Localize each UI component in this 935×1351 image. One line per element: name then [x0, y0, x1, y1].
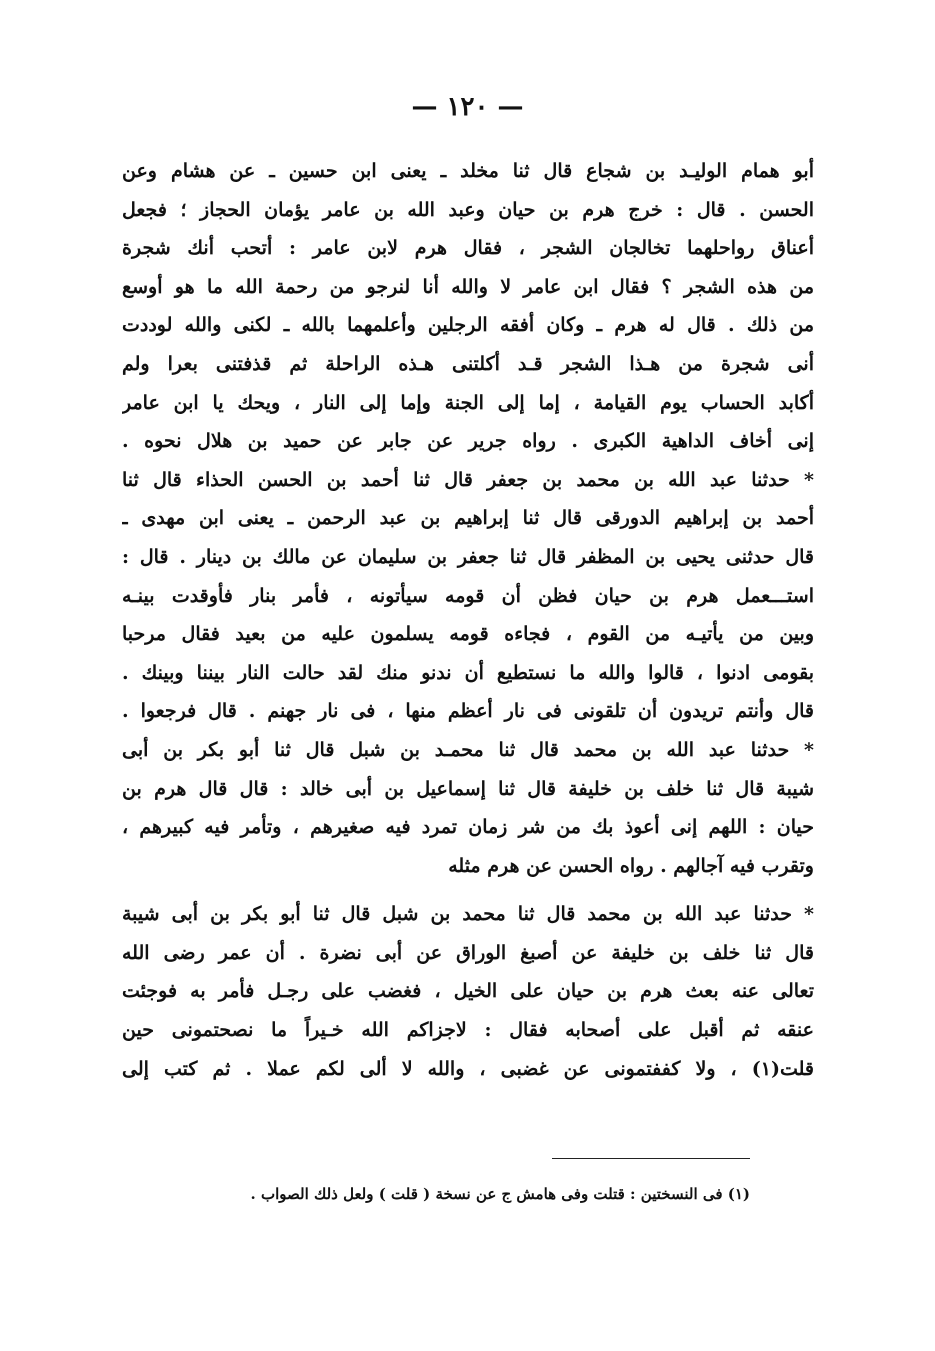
- text-line: إنى أخاف الداهية الكبرى . رواه جرير عن جابر عن حميد بن هلال نحوه .: [122, 430, 814, 453]
- text-line: من هذه الشجر ؟ فقال ابن عامر لا والله أنا لنرجو من رحمة الله ما هو أوسع: [122, 275, 814, 298]
- text-line: أكابد الحساب يوم القيامة ، إما إلى الجنة وإما إلى النار ، ويحك يا ابن عامر: [122, 391, 814, 414]
- text-line: وتقرب فيه آجالهم . رواه الحسن عن هرم مثله: [448, 854, 814, 877]
- text-line: أحمد بن إبراهيم الدورقى قال ثنا إبراهيم بن عبد الرحمن ـ يعنى ابن مهدى ـ: [122, 507, 814, 530]
- text-line: * حدثنا عبد الله بن محمد قال ثنا محمـد بن شبل قال ثنا أبو بكر بن أبى: [122, 738, 814, 761]
- text-line: * حدثنا عبد الله بن محمد قال ثنا محمد بن شبل قال ثنا أبو بكر بن أبى شيبة: [122, 903, 814, 926]
- text-line: من ذلك . قال له هرم ـ وكان أفقه الرجلين وأعلمهما بالله ـ لكنى والله لوددت: [122, 314, 814, 337]
- text-line: حيان : اللهم إنى أعوذ بك من شر زمان تمرد فيه صغيرهم ، وتأمر فيه كبيرهم ،: [122, 816, 814, 839]
- text-line: * حدثنا عبد الله بن محمد بن جعفر قال ثنا أحمد بن الحسن الحذاء قال ثنا: [122, 468, 814, 491]
- paragraph-gap: [122, 885, 814, 895]
- footnote-divider: [552, 1158, 750, 1159]
- text-line: أعناق رواحلهما تخالجان الشجر ، فقال هرم لابن عامر : أتحب أنك شجرة: [122, 237, 814, 260]
- text-line: شيبة قال ثنا خلف بن خليفة قال ثنا إسماعيل بن أبى خالد : قال قال هرم بن: [122, 777, 814, 800]
- footnote: (١) فى النسختين : قتلت وفى هامش ج عن نسخة ( قلت ) ولعل ذلك الصواب .: [250, 1185, 750, 1203]
- text-line: قال ثنا خلف بن خليفة عن أصبغ الوراق عن أبى نضرة . أن عمر رضى الله: [122, 941, 814, 964]
- text-line: وبين من يأتيـه من القوم ، فجاءه قومه يسلمون عليه من بعيد فقال مرحبا: [122, 623, 814, 646]
- text-line: الحسن . قال : خرج هرم بن حيان وعبد الله بن عامر يؤمان الحجاز ؛ فجعل: [122, 198, 814, 221]
- text-line: أنى شجرة من هـذا الشجر قـد أكلتنى هـذه الراحلة ثم قذفتنى بعرا ولم: [122, 352, 814, 375]
- text-line: بقومى ادنوا ، قالوا والله ما نستطيع أن ندنو منك لقد حالت النار بيننا وبينك .: [122, 661, 814, 684]
- text-line: قلت(١) ، ولا كففتمونى عن غضبى ، والله لا ألى لكم عملا . ثم كتب إلى: [122, 1057, 814, 1080]
- text-line: قال وأنتم تريدون أن تلقونى فى نار أعظم منها ، فى نار جهنم . قال فرجعوا .: [122, 700, 814, 723]
- text-line: تعالى عنه بعث هرم بن حيان على الخيل ، فغضب على رجـل فأمر به فوجئت: [122, 980, 814, 1003]
- text-line: استـــعمل هرم بن حيان فظن أن قومه سيأتونه ، فأمر بنار فأوقدت بينـه: [122, 584, 814, 607]
- page-number: — ١٢٠ —: [411, 92, 524, 122]
- text-line: قال حدثنى يحيى بن المظفر قال ثنا جعفر بن سليمان عن مالك بن دينار . قال :: [122, 545, 814, 568]
- text-line: أبو همام الوليـد بن شجاع قال ثنا مخلد ـ يعنى ابن حسين ـ عن هشام وعن: [122, 160, 814, 182]
- text-line: عنقه ثم أقبل على أصحابه فقال : لاجزاكم الله خـيراً ما نصحتمونى حين: [122, 1019, 814, 1042]
- main-text: [122, 152, 814, 1088]
